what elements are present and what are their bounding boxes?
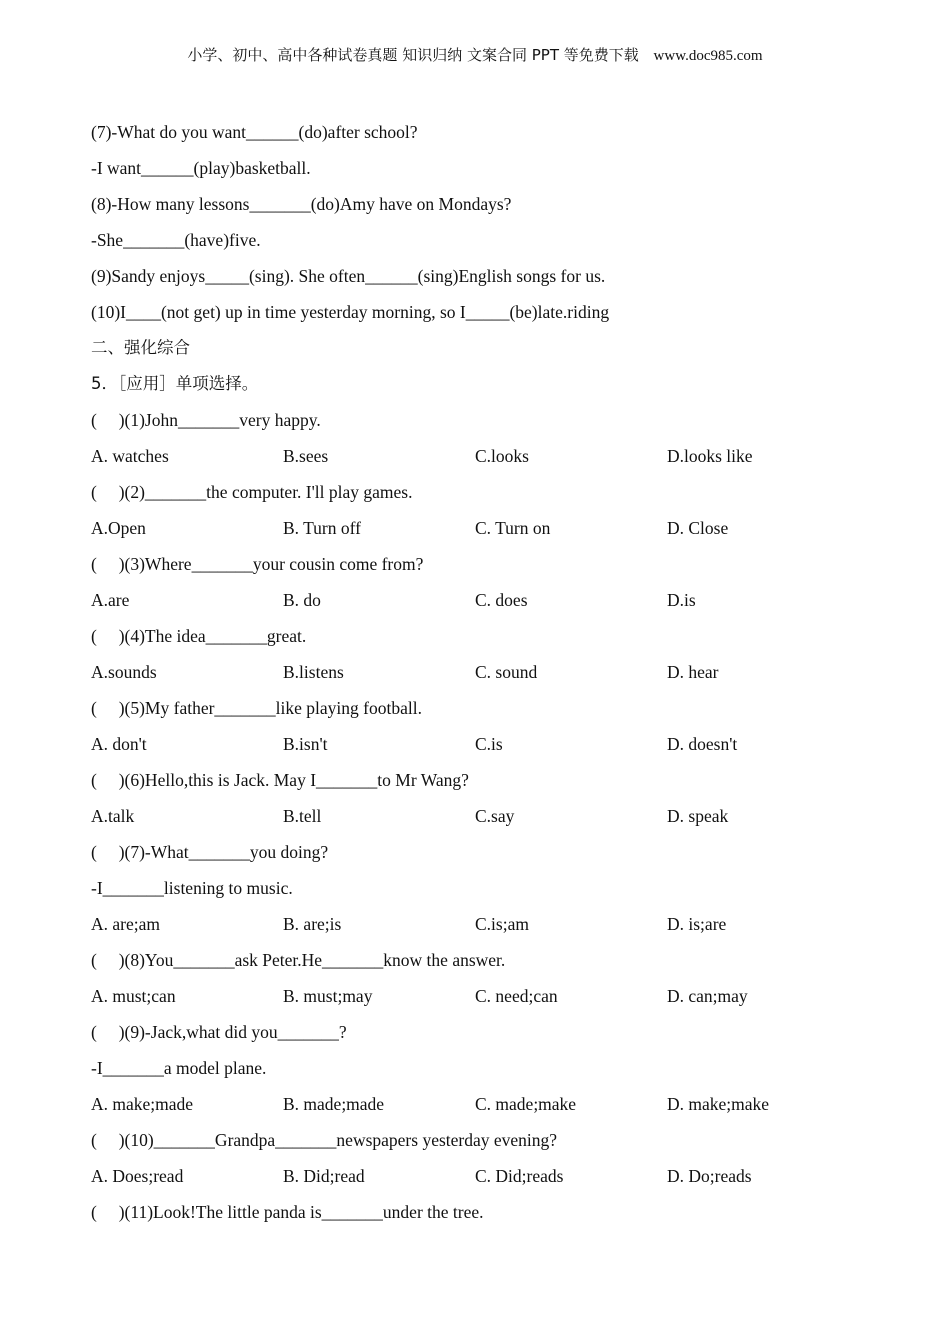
option-a: A. Does;read <box>91 1166 184 1186</box>
fill-line: (8)-How many lessons_______(do)Amy have on Mondays? <box>91 194 512 214</box>
mcq-stem: ( )(6)Hello,this is Jack. May I_______to Mr Wang? <box>91 770 469 790</box>
option-a: A. watches <box>91 446 169 466</box>
option-b: B.listens <box>283 662 344 682</box>
mcq-options <box>91 982 891 1018</box>
mcq-stem: ( )(7)-What_______you doing? <box>91 842 329 862</box>
mcq-options <box>91 586 891 622</box>
fill-line: (10)I____(not get) up in time yesterday morning, so I_____(be)late.riding <box>91 302 610 322</box>
mcq-stem: ( )(10)_______Grandpa_______newspapers yesterday evening? <box>91 1130 558 1150</box>
mcq-options <box>91 658 891 694</box>
option-c: C. need;can <box>475 986 558 1006</box>
mcq-options <box>91 1090 891 1126</box>
option-c: C.is;am <box>475 914 529 934</box>
option-d: D. make;make <box>667 1094 770 1114</box>
mcq-options <box>91 730 891 766</box>
mcq-stem-continued: -I_______listening to music. <box>91 878 293 898</box>
header-site: www.doc985.com <box>653 48 763 64</box>
option-b: B. are;is <box>283 914 342 934</box>
mcq-stem: ( )(11)Look!The little panda is_______under the tree. <box>91 1202 484 1222</box>
option-b: B.tell <box>283 806 322 826</box>
mcq-stem: ( )(3)Where_______your cousin come from? <box>91 554 424 574</box>
option-d: D.looks like <box>667 446 753 466</box>
mcq-stem: ( )(8)You_______ask Peter.He_______know the answer. <box>91 950 506 970</box>
option-a: A. must;can <box>91 986 176 1006</box>
option-d: D. speak <box>667 806 729 826</box>
option-b: B. do <box>283 590 321 610</box>
fill-line: (9)Sandy enjoys_____(sing). She often______(sing)English songs for us. <box>91 266 606 286</box>
option-d: D. hear <box>667 662 719 682</box>
option-d: D. doesn't <box>667 734 738 754</box>
option-d: D. Close <box>667 518 729 538</box>
question-heading: 5．［应用］单项选择。 <box>91 374 259 393</box>
option-c: C. does <box>475 590 528 610</box>
option-a: A.sounds <box>91 662 157 682</box>
mcq-stem: ( )(5)My father_______like playing football. <box>91 698 422 718</box>
mcq-stem: ( )(1)John_______very happy. <box>91 410 321 430</box>
option-c: C.say <box>475 806 515 826</box>
option-b: B. must;may <box>283 986 373 1006</box>
page-header <box>0 44 950 65</box>
option-d: D. can;may <box>667 986 748 1006</box>
mcq-stem: ( )(2)_______the computer. I'll play games. <box>91 482 413 502</box>
option-b: B. Did;read <box>283 1166 365 1186</box>
mcq-options <box>91 514 891 550</box>
option-a: A.are <box>91 590 130 610</box>
option-a: A. make;made <box>91 1094 194 1114</box>
option-a: A.talk <box>91 806 135 826</box>
mcq-stem-continued: -I_______a model plane. <box>91 1058 267 1078</box>
fill-line: -She_______(have)five. <box>91 230 261 250</box>
option-a: A. are;am <box>91 914 160 934</box>
fill-line: (7)-What do you want______(do)after school? <box>91 122 418 142</box>
option-c: C.looks <box>475 446 529 466</box>
option-d: D.is <box>667 590 696 610</box>
mcq-options <box>91 1162 891 1198</box>
option-b: B.sees <box>283 446 329 466</box>
option-c: C. Turn on <box>475 518 551 538</box>
option-c: C.is <box>475 734 503 754</box>
document-body <box>91 118 891 1234</box>
option-b: B.isn't <box>283 734 328 754</box>
option-a: A. don't <box>91 734 147 754</box>
mcq-options <box>91 910 891 946</box>
option-c: C. made;make <box>475 1094 577 1114</box>
section-heading: 二、强化综合 <box>91 338 190 357</box>
option-d: D. is;are <box>667 914 727 934</box>
mcq-stem: ( )(9)-Jack,what did you_______? <box>91 1022 347 1042</box>
option-d: D. Do;reads <box>667 1166 752 1186</box>
option-a: A.Open <box>91 518 146 538</box>
option-b: B. Turn off <box>283 518 361 538</box>
fill-line: -I want______(play)basketball. <box>91 158 311 178</box>
option-c: C. Did;reads <box>475 1166 564 1186</box>
option-c: C. sound <box>475 662 538 682</box>
mcq-options <box>91 802 891 838</box>
option-b: B. made;made <box>283 1094 385 1114</box>
mcq-options <box>91 442 891 478</box>
mcq-stem: ( )(4)The idea_______great. <box>91 626 307 646</box>
header-title: 小学、初中、高中各种试卷真题 知识归纳 文案合同 PPT 等免费下载 <box>187 46 639 64</box>
